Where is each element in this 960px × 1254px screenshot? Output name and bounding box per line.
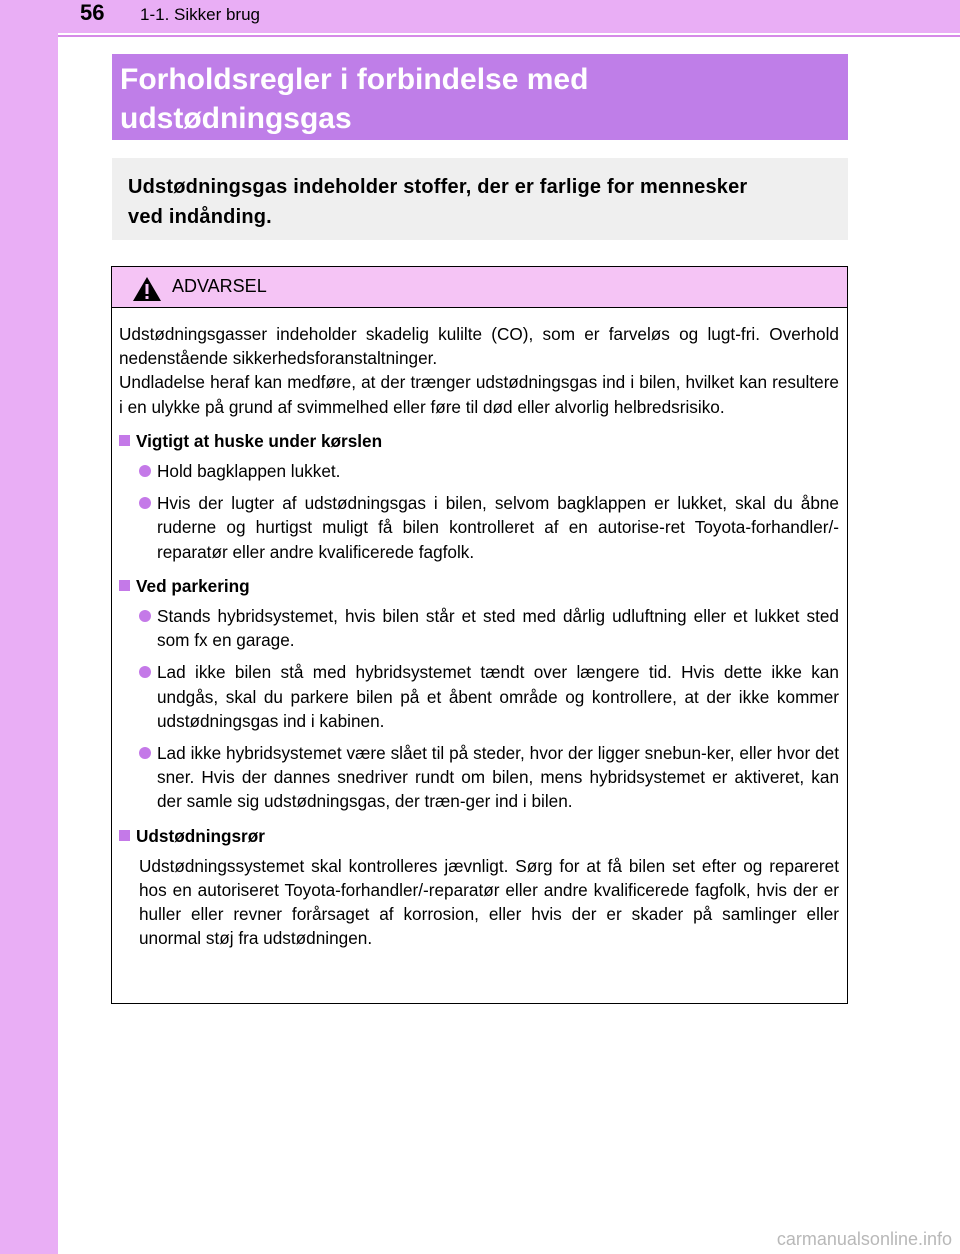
- square-bullet-icon: [119, 435, 130, 446]
- list-item: Hvis der lugter af udstødningsgas i bilen, selvom bagklappen er lukket, skal du åbne ruderne og hurtigst muligt få bilen kontrolleret af en autorise-ret Toyota-forhandler/-reparatør eller andre kvalificerede fagfolk.: [139, 491, 839, 564]
- subheading-driving: Vigtigt at huske under kørslen: [119, 429, 839, 453]
- list-item: Stands hybridsystemet, hvis bilen står et sted med dårlig udluftning eller et lukket sted som fx en garage.: [139, 604, 839, 652]
- intro-line-2: ved indånding.: [128, 206, 272, 228]
- round-bullet-icon: [139, 610, 151, 622]
- exhaust-pipe-text: Udstødningssystemet skal kontrolleres jævnligt. Sørg for at få bilen set efter og repareret hos en autoriseret Toyota-forhandler/-reparatør eller andre kvalificerede fagfolk, hvis der er huller eller revner forårsaget af korrosion, eller hvis der er skader på samlinger eller unormal støj fra udstødningen.: [139, 855, 839, 949]
- section-title-line-1: Forholdsregler i forbindelse med: [120, 63, 589, 96]
- subheading-exhaust-pipe: Udstødningsrør: [119, 824, 839, 848]
- subheading-parking: Ved parkering: [119, 574, 839, 598]
- intro-box: [112, 158, 848, 240]
- round-bullet-icon: [139, 747, 151, 759]
- section-title-line-2: udstødningsgas: [120, 102, 352, 135]
- warning-triangle-icon: [132, 276, 162, 302]
- warning-body: [112, 308, 847, 951]
- section-title: [112, 54, 848, 140]
- header-divider: [58, 35, 960, 37]
- page-number: 56: [80, 0, 105, 25]
- list-item: Hold bagklappen lukket.: [139, 459, 839, 483]
- round-bullet-icon: [139, 666, 151, 678]
- round-bullet-icon: [139, 465, 151, 477]
- list-item: Lad ikke hybridsystemet være slået til på steder, hvor der ligger snebun-ker, eller hvor det sner. Hvis der dannes snedriver rundt om bilen, mens hybridsystemet er aktiveret, kan der samle sig udstødningsgas, der træn-ger ind i bilen.: [139, 741, 839, 814]
- square-bullet-icon: [119, 830, 130, 841]
- intro-line-1: Udstødningsgas indeholder stoffer, der er farlige for mennesker: [128, 176, 748, 198]
- warning-header: [112, 267, 847, 308]
- left-margin-bar: [0, 0, 58, 1254]
- chapter-label: 1-1. Sikker brug: [140, 5, 260, 24]
- list-item: Lad ikke bilen stå med hybridsystemet tændt over længere tid. Hvis dette ikke kan undgås, skal du parkere bilen på et åbent område og kontrollere, at der ikke kommer udstødningsgas ind i kabinen.: [139, 660, 839, 733]
- warning-box: [111, 266, 848, 1004]
- round-bullet-icon: [139, 497, 151, 509]
- warning-intro-2: Undladelse heraf kan medføre, at der trænger udstødningsgas ind i bilen, hvilket kan resultere i en ulykke på grund af svimmelhed eller føre til død eller alvorlig helbredsrisiko.: [119, 372, 839, 417]
- watermark: carmanualsonline.info: [776, 1229, 952, 1249]
- square-bullet-icon: [119, 580, 130, 591]
- warning-intro: Udstødningsgasser indeholder skadelig kulilte (CO), som er farveløs og lugt-fri. Overhold nedenstående sikkerhedsforanstaltninger.: [119, 324, 839, 369]
- warning-label: ADVARSEL: [172, 276, 267, 296]
